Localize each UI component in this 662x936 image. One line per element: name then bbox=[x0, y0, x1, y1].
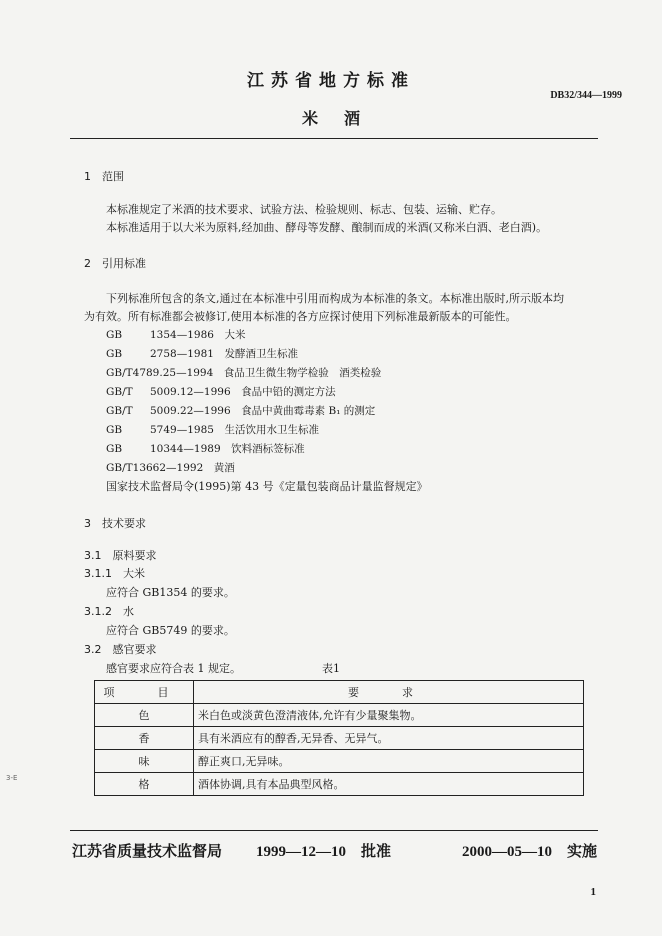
table-caption: 表1 bbox=[322, 662, 340, 675]
table-cell-requirement: 酒体协调,具有本品典型风格。 bbox=[194, 773, 584, 796]
section-3-1-heading: 3.1 原料要求 bbox=[84, 549, 157, 562]
table-cell-item: 香 bbox=[95, 727, 194, 750]
standard-code: DB32/344—1999 bbox=[550, 90, 622, 101]
ref-item: GB 2758—1981 发酵酒卫生标准 bbox=[106, 348, 298, 360]
table-header-item: 项 目 bbox=[95, 681, 194, 704]
ref-item: GB 5749—1985 生活饮用水卫生标准 bbox=[106, 424, 319, 436]
section-2-p1a: 下列标准所包含的条文,通过在本标准中引用而构成为本标准的条文。本标准出版时,所示版本均 bbox=[106, 292, 564, 305]
section-3-1-1-heading: 3.1.1 大米 bbox=[84, 567, 145, 580]
table-cell-requirement: 醇正爽口,无异味。 bbox=[194, 750, 584, 773]
section-3-2-heading: 3.2 感官要求 bbox=[84, 643, 157, 656]
table-cell-item: 味 bbox=[95, 750, 194, 773]
sensory-requirements-table bbox=[94, 680, 584, 796]
standard-title: 江苏省地方标准 bbox=[247, 71, 415, 91]
margin-mark: 3-E bbox=[6, 774, 18, 782]
ref-item: GB 1354—1986 大米 bbox=[106, 329, 246, 341]
footer-rule bbox=[70, 830, 598, 831]
section-3-heading: 3 技术要求 bbox=[84, 517, 146, 530]
ref-decree: 国家技术监督局令(1995)第 43 号《定量包装商品计量监督规定》 bbox=[106, 480, 428, 493]
ref-item: GB/T13662—1992 黄酒 bbox=[106, 462, 235, 474]
footer-issuer: 江苏省质量技术监督局 bbox=[72, 842, 223, 860]
footer-approve: 1999—12—10 批准 bbox=[256, 842, 392, 860]
section-1-p1: 本标准规定了米酒的技术要求、试验方法、检验规则、标志、包装、运输、贮存。 bbox=[106, 203, 502, 216]
table-row bbox=[95, 750, 584, 773]
section-2-p1b: 为有效。所有标准都会被修订,使用本标准的各方应探讨使用下列标准最新版本的可能性。 bbox=[84, 310, 517, 323]
ref-item: GB/T 5009.12—1996 食品中铅的测定方法 bbox=[106, 386, 336, 398]
doc-title: 米酒 bbox=[301, 109, 386, 128]
table-cell-requirement: 具有米酒应有的醇香,无异香、无异气。 bbox=[194, 727, 584, 750]
page-number: 1 bbox=[590, 886, 596, 898]
ref-item: GB 10344—1989 饮料酒标签标准 bbox=[106, 443, 305, 455]
section-1-p2: 本标准适用于以大米为原料,经加曲、酵母等发酵、酿制而成的米酒(又称米白酒、老白酒)。 bbox=[106, 221, 548, 234]
table-row bbox=[95, 773, 584, 796]
table-header-row bbox=[95, 681, 584, 704]
section-1-heading: 1 范围 bbox=[84, 170, 124, 183]
section-2-heading: 2 引用标准 bbox=[84, 257, 146, 270]
table-cell-requirement: 米白色或淡黄色澄清液体,允许有少量聚集物。 bbox=[194, 704, 584, 727]
section-3-1-1-text: 应符合 GB1354 的要求。 bbox=[106, 586, 235, 599]
section-3-1-2-heading: 3.1.2 水 bbox=[84, 605, 134, 618]
header-rule bbox=[70, 138, 598, 139]
table-header-requirement: 要 求 bbox=[194, 681, 584, 704]
table-cell-item: 格 bbox=[95, 773, 194, 796]
table-row bbox=[95, 727, 584, 750]
section-3-1-2-text: 应符合 GB5749 的要求。 bbox=[106, 624, 235, 637]
table-row bbox=[95, 704, 584, 727]
ref-item: GB/T4789.25—1994 食品卫生微生物学检验 酒类检验 bbox=[106, 367, 382, 379]
ref-item: GB/T 5009.22—1996 食品中黄曲霉毒素 B₁ 的测定 bbox=[106, 405, 376, 417]
table-cell-item: 色 bbox=[95, 704, 194, 727]
footer-implement: 2000—05—10 实施 bbox=[462, 842, 598, 860]
section-3-2-text: 感官要求应符合表 1 规定。 bbox=[106, 662, 241, 675]
